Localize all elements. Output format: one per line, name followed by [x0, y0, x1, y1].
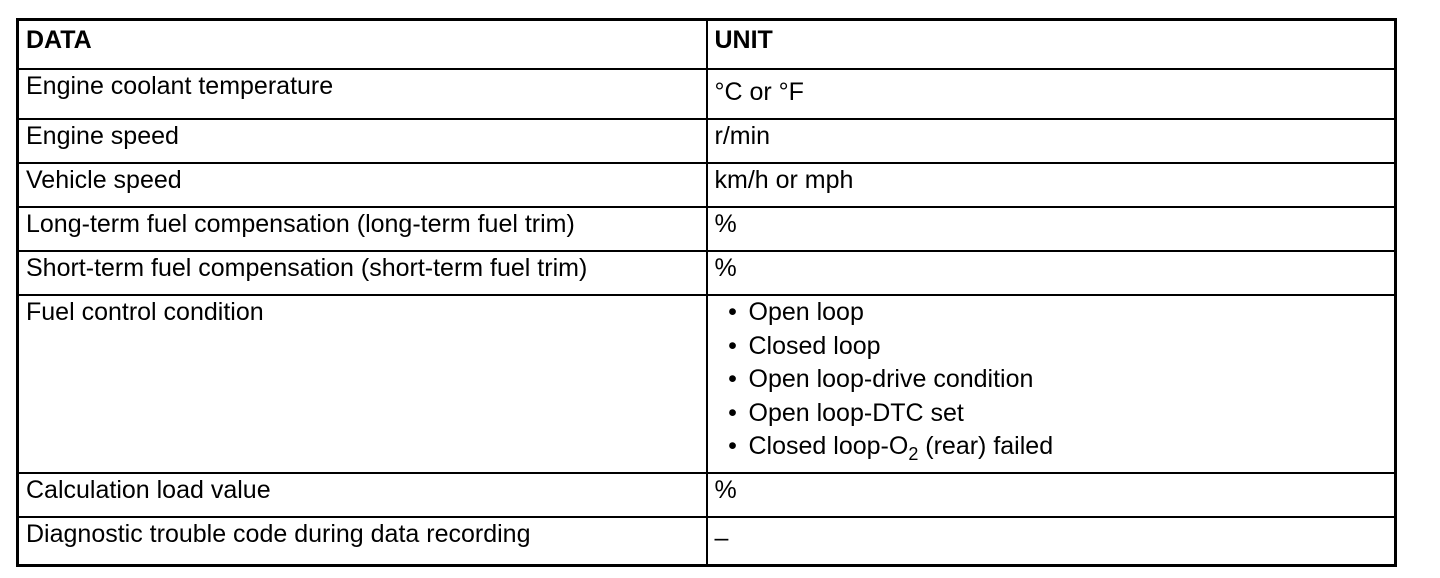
data-cell: Fuel control condition: [18, 295, 707, 473]
table-row: [18, 69, 1396, 119]
unit-cell: %: [707, 207, 1396, 251]
data-cell: Engine speed: [18, 119, 707, 163]
bullet-icon: •: [728, 331, 737, 360]
bullet-icon: •: [728, 365, 737, 393]
data-cell: Long-term fuel compensation (long-term fuel trim): [18, 207, 707, 251]
list-item: • Open loop: [723, 296, 1388, 330]
unit-cell: km/h or mph: [707, 163, 1396, 207]
header-data: DATA: [18, 20, 707, 70]
table-row: [18, 207, 1396, 251]
table-row: [18, 119, 1396, 163]
data-unit-table: [16, 18, 1397, 567]
table-row: [18, 163, 1396, 207]
table-row: [18, 517, 1396, 566]
list-item: • Open loop-DTC set: [723, 397, 1388, 431]
table-row: [18, 251, 1396, 295]
data-cell: Calculation load value: [18, 473, 707, 517]
data-cell: Diagnostic trouble code during data recording: [18, 517, 707, 566]
subscript-2: 2: [908, 444, 919, 464]
unit-cell: %: [707, 251, 1396, 295]
table-header-row: [18, 20, 1396, 70]
list-item: • Open loop-drive condition: [723, 363, 1388, 397]
bullet-icon: •: [728, 298, 737, 326]
unit-cell: °C or °F: [707, 69, 1396, 119]
unit-cell: r/min: [707, 119, 1396, 163]
header-unit: UNIT: [707, 20, 1396, 70]
list-item: • Closed loop: [723, 330, 1388, 364]
data-cell: Vehicle speed: [18, 163, 707, 207]
unit-cell: –: [707, 517, 1396, 566]
document-page: [16, 18, 1394, 567]
bullet-icon: •: [728, 398, 737, 427]
unit-cell: [707, 295, 1396, 473]
data-cell: Short-term fuel compensation (short-term fuel trim): [18, 251, 707, 295]
bullet-icon: •: [728, 432, 737, 460]
table-row: [18, 473, 1396, 517]
table-row: [18, 295, 1396, 473]
fuel-condition-list: [715, 296, 1388, 466]
data-cell: Engine coolant temperature: [18, 69, 707, 119]
unit-cell: %: [707, 473, 1396, 517]
list-item: • Closed loop-$O_2$ (rear) failed: [723, 430, 1388, 466]
